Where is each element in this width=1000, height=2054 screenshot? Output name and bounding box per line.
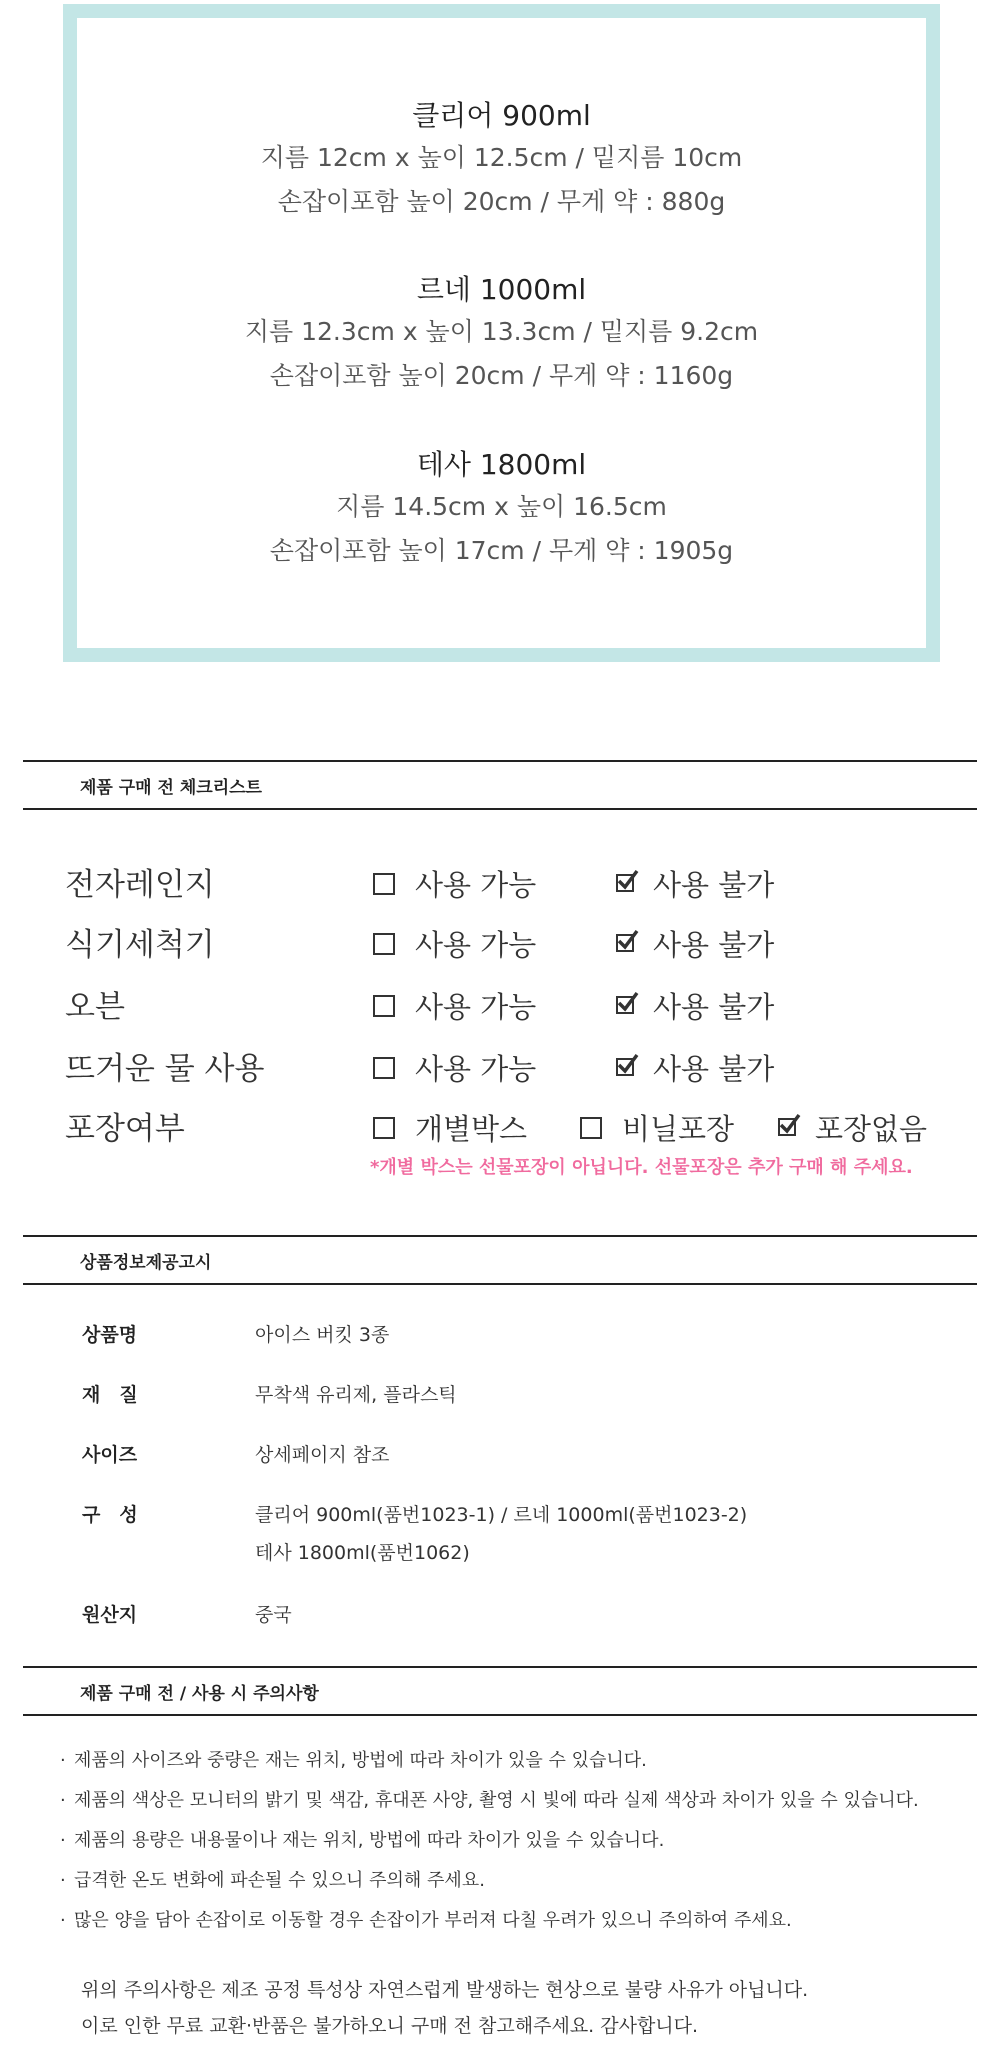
checkbox-empty-icon[interactable] bbox=[373, 995, 395, 1017]
caution-text: 제품의 사이즈와 중량은 재는 위치, 방법에 따라 차이가 있을 수 있습니다. bbox=[74, 1750, 647, 1771]
bullet-icon: · bbox=[60, 1870, 66, 1891]
option-usable[interactable] bbox=[373, 1044, 536, 1094]
option-not-usable[interactable] bbox=[615, 920, 774, 970]
option-not-usable[interactable] bbox=[615, 860, 774, 910]
spec-dimensions: 지름 12.3cm x 높이 13.3cm / 밑지름 9.2cm bbox=[244, 317, 759, 346]
caution-item bbox=[60, 1786, 919, 1812]
option-label: 포장없음 bbox=[815, 1112, 928, 1146]
closing-line-1: 위의 주의사항은 제조 공정 특성상 자연스럽게 발생하는 현상으로 불량 사유가 아닙니다. bbox=[81, 1979, 809, 2001]
option-label: 사용 불가 bbox=[653, 990, 775, 1024]
spec-box bbox=[63, 4, 940, 662]
checklist-row-oven bbox=[65, 982, 965, 1032]
checkbox-empty-icon[interactable] bbox=[373, 933, 395, 955]
info-value: 중국 bbox=[255, 1604, 292, 1626]
info-label: 사이즈 bbox=[82, 1444, 138, 1466]
checklist-row-microwave bbox=[65, 860, 965, 910]
caution-item bbox=[60, 1826, 664, 1852]
option-no-packaging[interactable] bbox=[777, 1104, 927, 1154]
info-value: 클리어 900ml(품번1023-1) / 르네 1000ml(품번1023-2) bbox=[255, 1504, 748, 1526]
caution-text: 제품의 용량은 내용물이나 재는 위치, 방법에 따라 차이가 있을 수 있습니다. bbox=[74, 1830, 665, 1851]
checklist-label: 식기세척기 bbox=[65, 927, 215, 963]
caution-text: 급격한 온도 변화에 파손될 수 있으니 주의해 주세요. bbox=[74, 1870, 485, 1891]
packaging-note: *개별 박스는 선물포장이 아닙니다. 선물포장은 추가 구매 해 주세요. bbox=[370, 1157, 913, 1178]
spec-name: 르네 1000ml bbox=[416, 273, 587, 306]
caution-item bbox=[60, 1906, 792, 1932]
spec-rene bbox=[77, 270, 926, 398]
checklist-label: 오븐 bbox=[65, 989, 125, 1025]
option-label: 비닐포장 bbox=[622, 1112, 735, 1146]
checklist-title: 제품 구매 전 체크리스트 bbox=[80, 778, 262, 798]
option-usable[interactable] bbox=[373, 860, 536, 910]
spec-name: 클리어 900ml bbox=[412, 99, 591, 132]
product-info-title: 상품정보제공고시 bbox=[80, 1253, 212, 1273]
option-label: 사용 가능 bbox=[415, 868, 537, 902]
option-usable[interactable] bbox=[373, 920, 536, 970]
checklist-row-packaging bbox=[65, 1104, 965, 1154]
checkbox-empty-icon[interactable] bbox=[580, 1117, 602, 1139]
closing-line-2: 이로 인한 무료 교환·반품은 불가하오니 구매 전 참고해주세요. 감사합니다. bbox=[81, 2015, 699, 2037]
spec-weight: 손잡이포함 높이 17cm / 무게 약 : 1905g bbox=[269, 536, 734, 565]
checklist-label: 전자레인지 bbox=[65, 867, 215, 903]
spec-name: 테사 1800ml bbox=[416, 448, 587, 481]
spec-weight: 손잡이포함 높이 20cm / 무게 약 : 1160g bbox=[269, 361, 734, 390]
checklist-label: 포장여부 bbox=[65, 1111, 185, 1147]
caution-text: 많은 양을 담아 손잡이로 이동할 경우 손잡이가 부러져 다칠 우려가 있으니 주의하여 주세요. bbox=[74, 1910, 792, 1931]
option-not-usable[interactable] bbox=[615, 982, 774, 1032]
bullet-icon: · bbox=[60, 1790, 66, 1811]
caution-title: 제품 구매 전 / 사용 시 주의사항 bbox=[80, 1684, 319, 1704]
option-label: 사용 가능 bbox=[415, 990, 537, 1024]
caution-item bbox=[60, 1746, 647, 1772]
checklist-row-hot-water bbox=[65, 1044, 965, 1094]
checkbox-empty-icon[interactable] bbox=[373, 1057, 395, 1079]
info-label: 구 성 bbox=[82, 1504, 138, 1526]
checkbox-checked-icon[interactable] bbox=[615, 1053, 639, 1077]
info-value: 아이스 버킷 3종 bbox=[255, 1324, 390, 1346]
option-label: 사용 가능 bbox=[415, 1052, 537, 1086]
caution-item bbox=[60, 1866, 485, 1892]
bullet-icon: · bbox=[60, 1750, 66, 1771]
option-label: 사용 불가 bbox=[653, 928, 775, 962]
checkbox-checked-icon[interactable] bbox=[777, 1113, 801, 1137]
option-not-usable[interactable] bbox=[615, 1044, 774, 1094]
checklist-label: 뜨거운 물 사용 bbox=[65, 1051, 265, 1087]
info-label: 상품명 bbox=[82, 1324, 138, 1346]
checkbox-empty-icon[interactable] bbox=[373, 873, 395, 895]
spec-tessa bbox=[77, 445, 926, 573]
checkbox-checked-icon[interactable] bbox=[615, 991, 639, 1015]
spec-dimensions: 지름 14.5cm x 높이 16.5cm bbox=[336, 492, 667, 521]
checkbox-checked-icon[interactable] bbox=[615, 929, 639, 953]
info-label: 재 질 bbox=[82, 1384, 138, 1406]
checkbox-empty-icon[interactable] bbox=[373, 1117, 395, 1139]
option-usable[interactable] bbox=[373, 982, 536, 1032]
spec-weight: 손잡이포함 높이 20cm / 무게 약 : 880g bbox=[277, 187, 726, 216]
info-value: 상세페이지 참조 bbox=[255, 1444, 390, 1466]
option-label: 개별박스 bbox=[415, 1112, 528, 1146]
checkbox-checked-icon[interactable] bbox=[615, 869, 639, 893]
bullet-icon: · bbox=[60, 1910, 66, 1931]
option-vinyl-wrap[interactable] bbox=[580, 1104, 734, 1154]
caution-text: 제품의 색상은 모니터의 밝기 및 색감, 휴대폰 사양, 촬영 시 빛에 따라 실제 색상과 차이가 있을 수 있습니다. bbox=[74, 1790, 919, 1811]
spec-dimensions: 지름 12cm x 높이 12.5cm / 밑지름 10cm bbox=[260, 143, 743, 172]
info-value-line2: 테사 1800ml(품번1062) bbox=[255, 1542, 470, 1564]
product-info-header bbox=[23, 1235, 977, 1285]
option-label: 사용 불가 bbox=[653, 868, 775, 902]
checklist-row-dishwasher bbox=[65, 920, 965, 970]
spec-clear bbox=[77, 96, 926, 224]
info-value: 무착색 유리제, 플라스틱 bbox=[255, 1384, 457, 1406]
option-individual-box[interactable] bbox=[373, 1104, 527, 1154]
option-label: 사용 불가 bbox=[653, 1052, 775, 1086]
checklist-header bbox=[23, 760, 977, 810]
option-label: 사용 가능 bbox=[415, 928, 537, 962]
info-label: 원산지 bbox=[82, 1604, 138, 1626]
caution-header bbox=[23, 1666, 977, 1716]
bullet-icon: · bbox=[60, 1830, 66, 1851]
